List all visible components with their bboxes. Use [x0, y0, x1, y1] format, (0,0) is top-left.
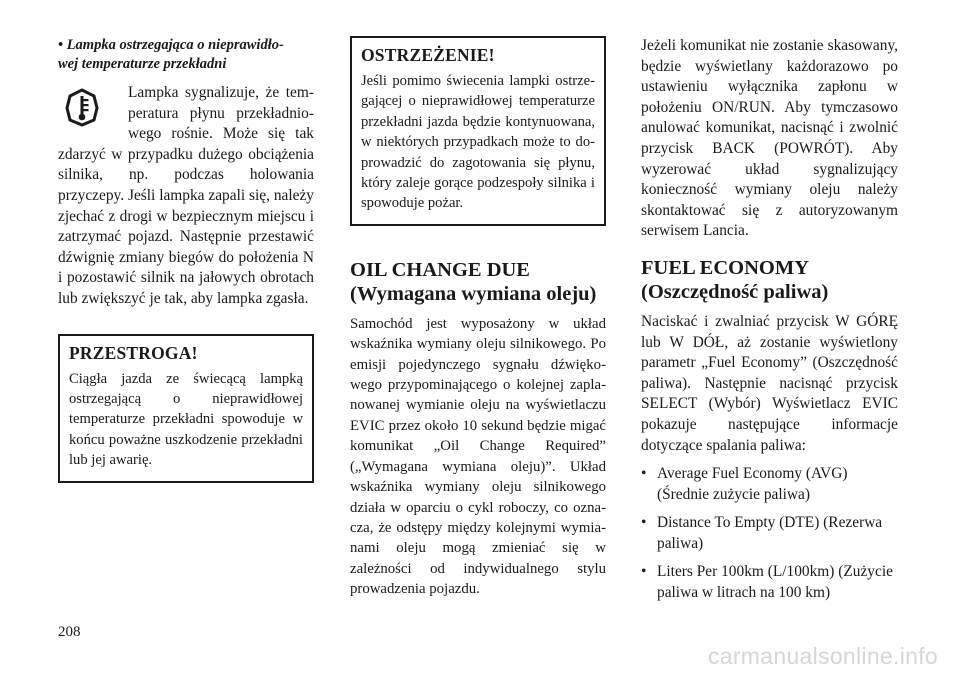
list-item: • Distance To Empty (DTE) (Rezerwa paliwa): [641, 514, 883, 552]
oil-change-heading: [350, 258, 606, 306]
fuel-economy-text: Naciskać i zwalniać przycisk W GÓRĘ lub W DÓŁ, aż zostanie wyświetlony parametr „Fuel Economy” (Oszczędność paliwa). Następnie nacisnąć przycisk SELECT (Wybór) Wyświetlacz EVIC pokazuje następujące informacje dotyczące spalania paliwa:: [641, 312, 898, 454]
warning-text: Jeśli pomimo świecenia lampki ostrzegającej o nieprawidłowej temperaturze przekładni jazda będzie kontynuowana, w niektórych przypadkach może to doprowadzić do zagotowania się płynu, który zaleje gorące podzespoły silnika i spowoduje pożar.: [361, 73, 595, 212]
fuel-economy-list: [641, 464, 898, 604]
oil-change-heading-line2: (Wymagana wymiana oleju): [350, 282, 597, 305]
list-item: • Liters Per 100km (L/100km) (Zużycie paliwa w litrach na 100 km): [641, 563, 893, 602]
left-column: [58, 36, 314, 483]
watermark: carmanualsonline.info: [707, 643, 938, 669]
page-number: 208: [58, 624, 81, 640]
oil-reset-text: Jeżeli komunikat nie zostanie skasowany, będzie wyświetlany każdorazowo po ustawieniu wyłącznika zapłonu w położeniu ON/RUN. Aby tymczasowo anulować komunikat, nacisnąć i zwolnić przycisk BACK (POWRÓT). Aby wyzerować układ sygnalizujący konieczność wymiany oleju należy skontaktować się z autoryzowanym serwisem Lancia.: [641, 37, 898, 240]
transmission-lamp-subheading: • Lampka ostrzegająca o nieprawidło- wej temperaturze przekładni: [58, 37, 284, 72]
fuel-economy-heading: [641, 256, 898, 304]
warning-box: [350, 36, 606, 226]
fuel-economy-heading-line2: (Oszczędność paliwa): [641, 280, 829, 303]
oil-change-text: Samochód jest wyposażony w układ wskaźnika wymiany oleju silnikowego. Po emisji pojedynczego sygnału dźwiękowego przypominającego o kolejnej zaplanowanej wymianie oleju na wyświetlaczu EVIC przez około 10 sekund będzie migać komunikat „Oil Change Required” („Wymagana wymiana oleju)”. Układ wskaźnika wymiany oleju silnikowego działa w oparciu o cykl roboczy, co oznacza, że odstępy między kolejnymi wymianami oleju mogą zmieniać się w zależności od indywidualnego stylu prowadzenia pojazdu.: [350, 315, 606, 598]
middle-column: [350, 36, 606, 600]
transmission-temperature-icon: [64, 87, 100, 127]
oil-change-heading-line1: OIL CHANGE DUE: [350, 258, 530, 281]
warning-title: OSTRZEŻENIE!: [361, 45, 495, 65]
caution-box: [58, 334, 314, 483]
right-column: [641, 36, 898, 612]
lamp-description: [58, 83, 314, 310]
fuel-economy-heading-line1: FUEL ECONOMY: [641, 256, 809, 279]
list-item: • Average Fuel Economy (AVG) (Średnie zużycie paliwa): [641, 465, 848, 503]
caution-text: Ciągła jazda ze świecącą lampką ostrzegającą o nieprawidłowej temperaturze przekładni spowoduje w końcu poważne uszkodzenie przekładni lub jej awarię.: [69, 370, 303, 469]
lamp-description-text: Lampka sygnalizuje, że temperatura płynu przekładniowego rośnie. Może się tak zdarzyć w przypadku dużego obciążenia silnika, np. podczas holowania przyczepy. Jeśli lampka zapali się, należy zjechać z drogi w bezpiecznym miejscu i zatrzymać pojazd. Następnie przestawić dźwignię zmiany biegów do położenia N i pozostawić silnik na jałowych obrotach lub zwiększyć je tak, aby lampka zgasła.: [58, 84, 314, 307]
caution-title: PRZESTROGA!: [69, 342, 198, 363]
